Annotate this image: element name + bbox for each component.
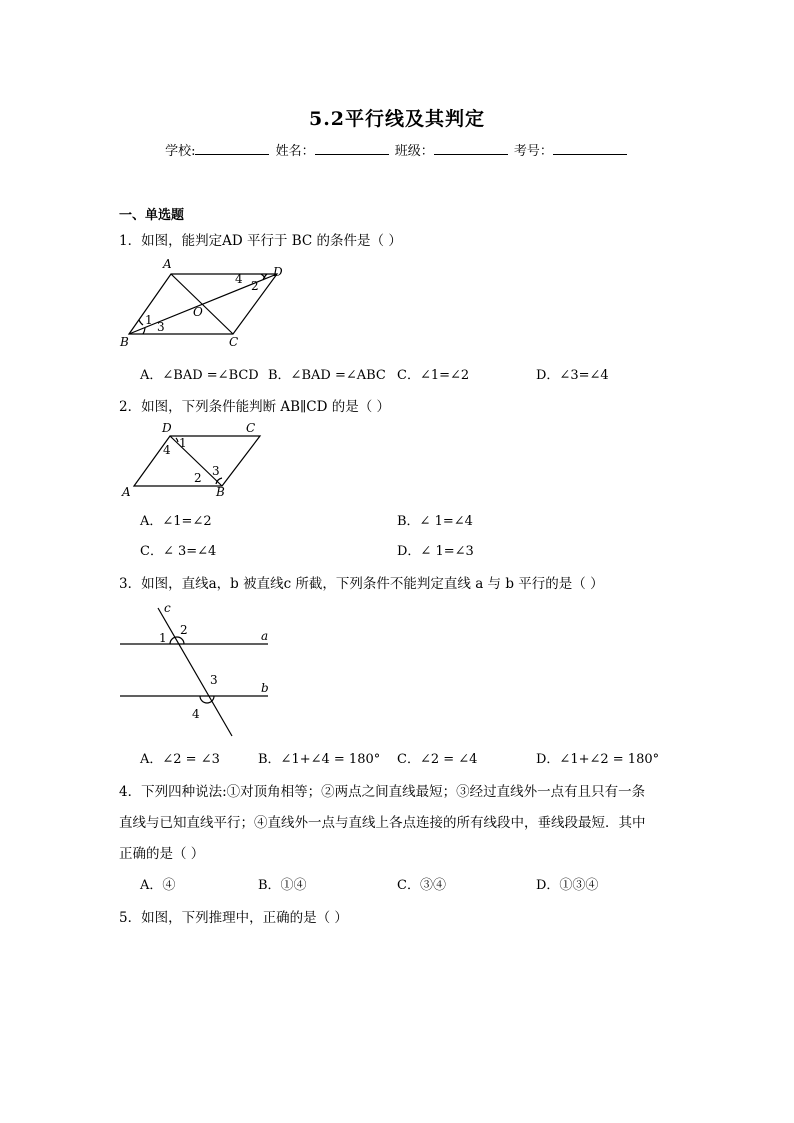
q2-angle-1: 1 xyxy=(179,436,187,450)
q1-angle-2: 2 xyxy=(251,279,259,293)
question-4-line-3: 正确的是（ ） xyxy=(119,846,205,862)
class-label: 班级： xyxy=(394,144,434,159)
q3-option-d[interactable]: D．∠1+∠2 = 180° xyxy=(536,752,660,767)
question-2-stem: 2．如图，下列条件能判断 AB∥CD 的是（ ） xyxy=(119,399,391,415)
q2-label-A: A xyxy=(122,485,131,499)
q1-option-c[interactable]: C．∠1=∠2 xyxy=(397,368,470,383)
exam-number-blank[interactable] xyxy=(553,142,627,155)
q3-angle-2: 2 xyxy=(180,623,188,637)
q1-option-b[interactable]: B．∠BAD =∠ABC xyxy=(268,368,386,383)
q1-label-C: C xyxy=(229,335,239,349)
q4-option-b[interactable]: B．①④ xyxy=(258,878,307,893)
q2-label-C: C xyxy=(246,421,256,435)
q2-label-B: B xyxy=(216,485,225,499)
question-1-stem: 1．如图，能判定AD 平行于 BC 的条件是（ ） xyxy=(119,233,402,249)
q4-option-a[interactable]: A．④ xyxy=(140,878,176,893)
q1-label-O: O xyxy=(193,305,203,319)
q2-label-D: D xyxy=(162,421,172,435)
exam-number-label: 考号： xyxy=(513,144,553,159)
q2-angle-2: 2 xyxy=(194,471,202,485)
student-info-line xyxy=(0,140,794,159)
q2-option-d[interactable]: D．∠ 1=∠3 xyxy=(397,544,474,559)
q4-option-c[interactable]: C．③④ xyxy=(397,878,446,893)
q1-option-a[interactable]: A．∠BAD =∠BCD xyxy=(140,368,259,383)
question-5-stem: 5．如图，下列推理中，正确的是（ ） xyxy=(119,910,348,926)
question-4-line-2: 直线与已知直线平行；④直线外一点与直线上各点连接的所有线段中，垂线段最短．其中 xyxy=(119,815,646,831)
q3-label-c: c xyxy=(164,601,171,615)
question-3-stem: 3．如图，直线a，b 被直线c 所截，下列条件不能判定直线 a 与 b 平行的是（ ） xyxy=(119,576,604,592)
q3-label-b: b xyxy=(261,681,269,695)
q1-angle-4: 4 xyxy=(235,272,243,286)
question-1-figure xyxy=(115,258,295,353)
question-3-figure xyxy=(118,598,288,728)
q3-option-c[interactable]: C．∠2 = ∠4 xyxy=(397,752,478,767)
class-blank[interactable] xyxy=(434,142,508,155)
question-4-line-1: 4．下列四种说法:①对顶角相等；②两点之间直线最短；③经过直线外一点有且只有一条 xyxy=(119,784,646,800)
school-label: 学校: xyxy=(165,144,196,159)
question-2-figure xyxy=(118,420,278,500)
q1-label-B: B xyxy=(120,335,129,349)
q2-option-b[interactable]: B．∠ 1=∠4 xyxy=(397,514,473,529)
page-title: 5.2平行线及其判定 xyxy=(308,108,486,130)
q1-label-D: D xyxy=(273,265,283,279)
q1-option-d[interactable]: D．∠3=∠4 xyxy=(536,368,609,383)
q1-label-A: A xyxy=(163,257,172,271)
q1-angle-1: 1 xyxy=(145,313,153,327)
q2-option-a[interactable]: A．∠1=∠2 xyxy=(140,514,212,529)
q2-angle-4: 4 xyxy=(163,443,171,457)
q3-label-a: a xyxy=(261,629,269,643)
q2-option-c[interactable]: C．∠ 3=∠4 xyxy=(140,544,217,559)
q2-angle-3: 3 xyxy=(212,464,220,478)
q3-option-b[interactable]: B．∠1+∠4 = 180° xyxy=(258,752,381,767)
q4-option-d[interactable]: D．①③④ xyxy=(536,878,599,893)
q3-angle-1: 1 xyxy=(159,631,167,645)
q3-angle-3: 3 xyxy=(210,673,218,687)
q3-angle-4: 4 xyxy=(192,707,200,721)
school-blank[interactable] xyxy=(195,142,269,155)
section-title: 一、单选题 xyxy=(119,208,185,223)
q1-angle-3: 3 xyxy=(157,320,165,334)
name-label: 姓名： xyxy=(275,144,315,159)
q3-option-a[interactable]: A．∠2 = ∠3 xyxy=(140,752,220,767)
name-blank[interactable] xyxy=(315,142,389,155)
